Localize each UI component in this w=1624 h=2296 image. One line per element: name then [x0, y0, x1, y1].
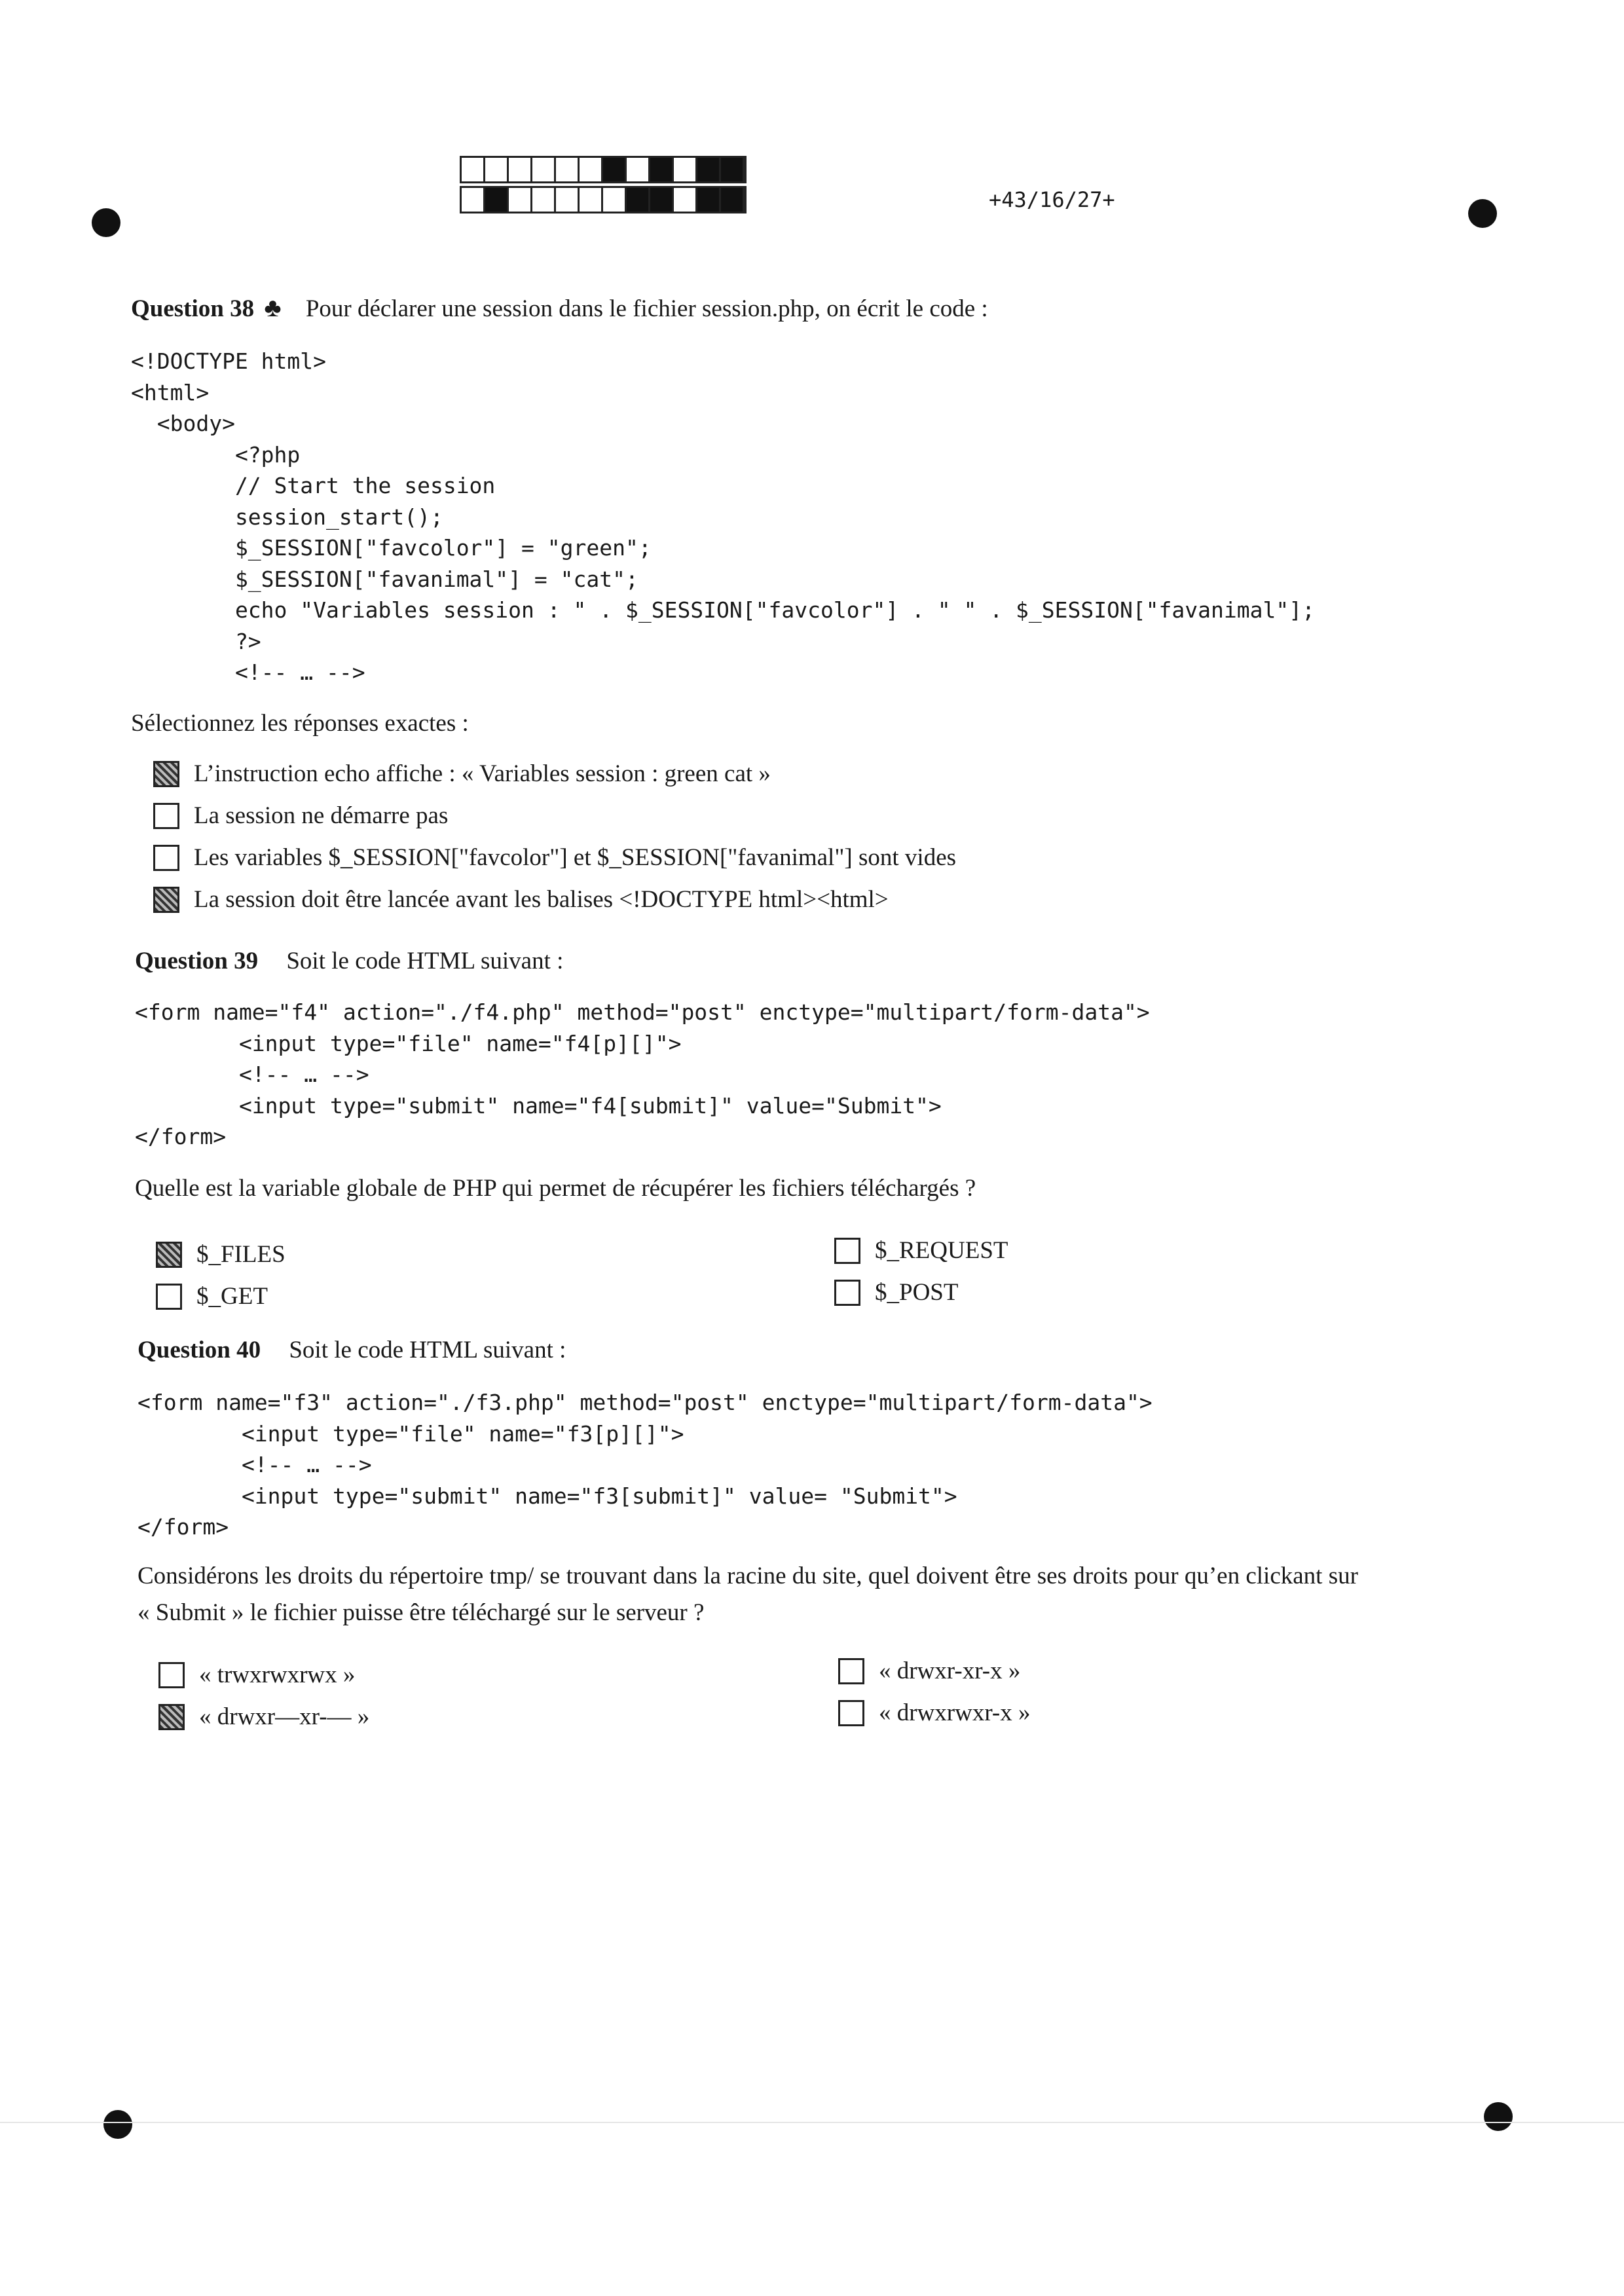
barcode-cell	[485, 188, 509, 212]
question-38-header	[131, 292, 988, 323]
barcode-cell	[532, 188, 556, 212]
question-38-option-4[interactable]	[153, 885, 889, 914]
option-label: La session doit être lancée avant les balises <!DOCTYPE html><html>	[194, 886, 889, 913]
option-label: « drwxr-xr-x »	[879, 1657, 1021, 1684]
question-40-prompt-line-2: « Submit » le fichier puisse être téléchargé sur le serveur ?	[138, 1599, 705, 1626]
barcode-cell	[509, 158, 532, 181]
question-38-label: Question 38	[131, 295, 255, 322]
question-39-prompt: Quelle est la variable globale de PHP qui permet de récupérer les fichiers téléchargés ?	[135, 1175, 976, 1202]
checkbox[interactable]	[153, 845, 179, 871]
option-label: La session ne démarre pas	[194, 802, 449, 829]
barcode-cell	[580, 158, 603, 181]
option-label: « trwxrwxrwx »	[199, 1661, 356, 1688]
barcode-cell	[721, 158, 745, 181]
barcode-cell	[485, 158, 509, 181]
checkbox[interactable]	[834, 1238, 860, 1264]
barcode-cell	[462, 158, 485, 181]
question-40-code: <form name="f3" action="./f3.php" method="post" enctype="multipart/form-data"> <input type="file" name="f3[p][]"> <!-- … --> <input type="submit" name="f3[submit]" value= "Submit"> </form>	[138, 1390, 1153, 1540]
checkbox[interactable]	[153, 887, 179, 913]
barcode-cell	[556, 188, 580, 212]
registration-mark-bottom-left	[103, 2110, 132, 2139]
option-label: $_GET	[196, 1283, 268, 1310]
barcode-cell	[627, 188, 650, 212]
registration-mark-top-left	[92, 208, 120, 237]
barcode-cell	[627, 158, 650, 181]
option-label: $_REQUEST	[875, 1237, 1008, 1264]
question-38-option-2[interactable]	[153, 802, 448, 830]
question-39-option-files[interactable]	[156, 1240, 286, 1268]
question-40-option-4[interactable]	[838, 1699, 1031, 1727]
question-40-option-1[interactable]	[158, 1661, 355, 1689]
question-38-text: Pour déclarer une session dans le fichier session.php, on écrit le code :	[305, 295, 988, 322]
barcode-cell	[556, 158, 580, 181]
checkbox[interactable]	[153, 761, 179, 787]
barcode-cell	[603, 158, 627, 181]
checkbox[interactable]	[158, 1704, 185, 1730]
barcode-cell	[532, 158, 556, 181]
option-label: L’instruction echo affiche : « Variables session : green cat »	[194, 760, 771, 787]
checkbox[interactable]	[156, 1242, 182, 1268]
registration-mark-top-right	[1468, 199, 1497, 228]
page-id: +43/16/27+	[989, 187, 1115, 212]
barcode-cell	[674, 158, 697, 181]
barcode-cell	[697, 158, 721, 181]
checkbox[interactable]	[838, 1700, 864, 1726]
question-40-prompt-line-1: Considérons les droits du répertoire tmp/ se trouvant dans la racine du site, quel doivent être ses droits pour qu’en clickant sur	[138, 1563, 1358, 1589]
question-38-option-1[interactable]	[153, 760, 771, 788]
question-39-text: Soit le code HTML suivant :	[286, 948, 564, 974]
barcode-cell	[650, 188, 674, 212]
option-label: Les variables $_SESSION["favcolor"] et $_SESSION["favanimal"] sont vides	[194, 844, 957, 871]
barcode-cell	[697, 188, 721, 212]
option-label: $_FILES	[196, 1241, 286, 1268]
question-39-option-get[interactable]	[156, 1282, 268, 1310]
barcode-cell	[650, 158, 674, 181]
checkbox[interactable]	[158, 1662, 185, 1688]
question-39-code: <form name="f4" action="./f4.php" method="post" enctype="multipart/form-data"> <input type="file" name="f4[p][]"> <!-- … --> <input type="submit" name="f4[submit]" value="Submit"> </form>	[135, 999, 1150, 1149]
option-label: « drwxr—xr-— »	[199, 1703, 370, 1730]
barcode-cell	[462, 188, 485, 212]
question-40-header	[138, 1336, 566, 1364]
question-40-option-3[interactable]	[838, 1657, 1020, 1685]
barcode-bottom-row	[460, 186, 747, 213]
checkbox[interactable]	[838, 1658, 864, 1684]
question-40-text: Soit le code HTML suivant :	[289, 1337, 566, 1363]
barcode-cell	[580, 188, 603, 212]
barcode-cell	[674, 188, 697, 212]
option-label: $_POST	[875, 1279, 959, 1306]
question-39-header	[135, 947, 563, 975]
question-38-option-3[interactable]	[153, 843, 956, 872]
barcode-cell	[603, 188, 627, 212]
club-icon: ♣	[264, 293, 282, 322]
question-40-option-2[interactable]	[158, 1703, 369, 1731]
question-39-option-post[interactable]	[834, 1278, 958, 1306]
checkbox[interactable]	[156, 1284, 182, 1310]
question-39-label: Question 39	[135, 948, 259, 974]
barcode-cell	[509, 188, 532, 212]
barcode-cell	[721, 188, 745, 212]
question-38-prompt: Sélectionnez les réponses exactes :	[131, 710, 469, 737]
question-38-code: <!DOCTYPE html> <html> <body> <?php // Start the session session_start(); $_SESSION["favcolor"] = "green"; $_SESSION["favanimal"] = "cat"; echo "Variables session : " . $_SESSION["favcolor"] . " " . $_SESSION["favanimal"]; ?> <!-- … -->	[131, 348, 1315, 685]
option-label: « drwxrwxr-x »	[879, 1699, 1031, 1726]
checkbox[interactable]	[834, 1280, 860, 1306]
checkbox[interactable]	[153, 803, 179, 829]
question-39-option-request[interactable]	[834, 1236, 1008, 1265]
registration-mark-bottom-right	[1484, 2102, 1513, 2131]
barcode-top-row	[460, 156, 747, 183]
question-40-label: Question 40	[138, 1337, 261, 1363]
page-divider	[0, 2122, 1624, 2123]
